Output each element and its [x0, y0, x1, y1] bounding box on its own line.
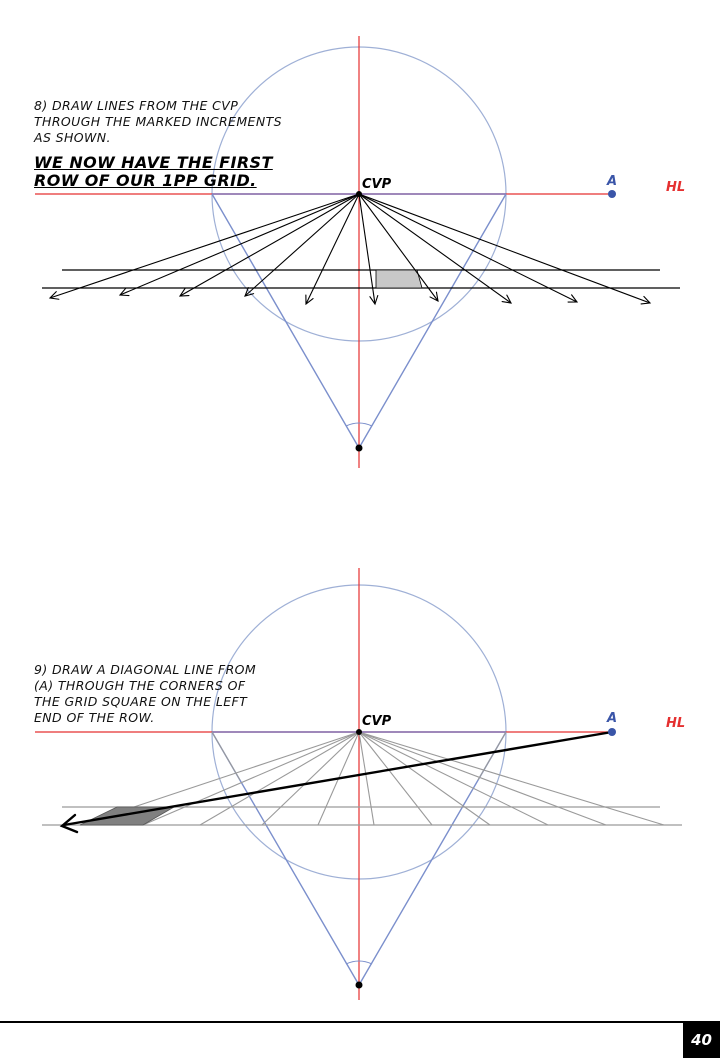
grid-ray [143, 732, 359, 825]
step-8-instructions [34, 98, 282, 146]
emphasis-line: ROW OF OUR 1PP GRID. [34, 171, 257, 190]
grid-ray [359, 732, 374, 825]
instruction-line: (A) THROUGH THE CORNERS OF [34, 678, 246, 693]
step-8-emphasis [34, 154, 273, 190]
cone-right-edge [359, 194, 506, 448]
point-a [608, 728, 616, 736]
instruction-line: END OF THE ROW. [34, 710, 155, 725]
point-a [608, 190, 616, 198]
cvp-label: CVP [362, 177, 392, 192]
grid-ray [359, 732, 548, 825]
station-point [356, 982, 363, 989]
instruction-line: 8) DRAW LINES FROM THE CVP [34, 98, 239, 113]
instruction-line: AS SHOWN. [34, 130, 111, 145]
point-a-label: A [607, 711, 618, 726]
instruction-line: 9) DRAW A DIAGONAL LINE FROM [34, 662, 257, 677]
diagonal-line [64, 732, 612, 825]
step-9-instructions [34, 662, 256, 726]
horizon-line-label: HL [666, 180, 686, 195]
emphasis-line: WE NOW HAVE THE FIRST [34, 153, 273, 172]
station-point [356, 445, 363, 452]
cvp-point [356, 729, 362, 735]
horizon-line-label: HL [666, 716, 686, 731]
page-number: 40 [683, 1023, 720, 1058]
instruction-line: THE GRID SQUARE ON THE LEFT [34, 694, 248, 709]
step-8-panel [0, 0, 720, 500]
step-9-panel [0, 530, 720, 1020]
point-a-label: A [607, 174, 618, 189]
first-grid-square [376, 270, 422, 288]
grid-ray [359, 732, 664, 825]
footer-rule [0, 1021, 720, 1023]
step-9-diagram [0, 530, 720, 1020]
step-8-diagram [0, 0, 720, 500]
grid-ray [359, 732, 490, 825]
cone-left-edge [212, 194, 359, 448]
cvp-ray [245, 194, 359, 296]
grid-ray [212, 732, 240, 780]
cvp-label: CVP [362, 714, 392, 729]
instruction-line: THROUGH THE MARKED INCREMENTS [34, 114, 282, 129]
